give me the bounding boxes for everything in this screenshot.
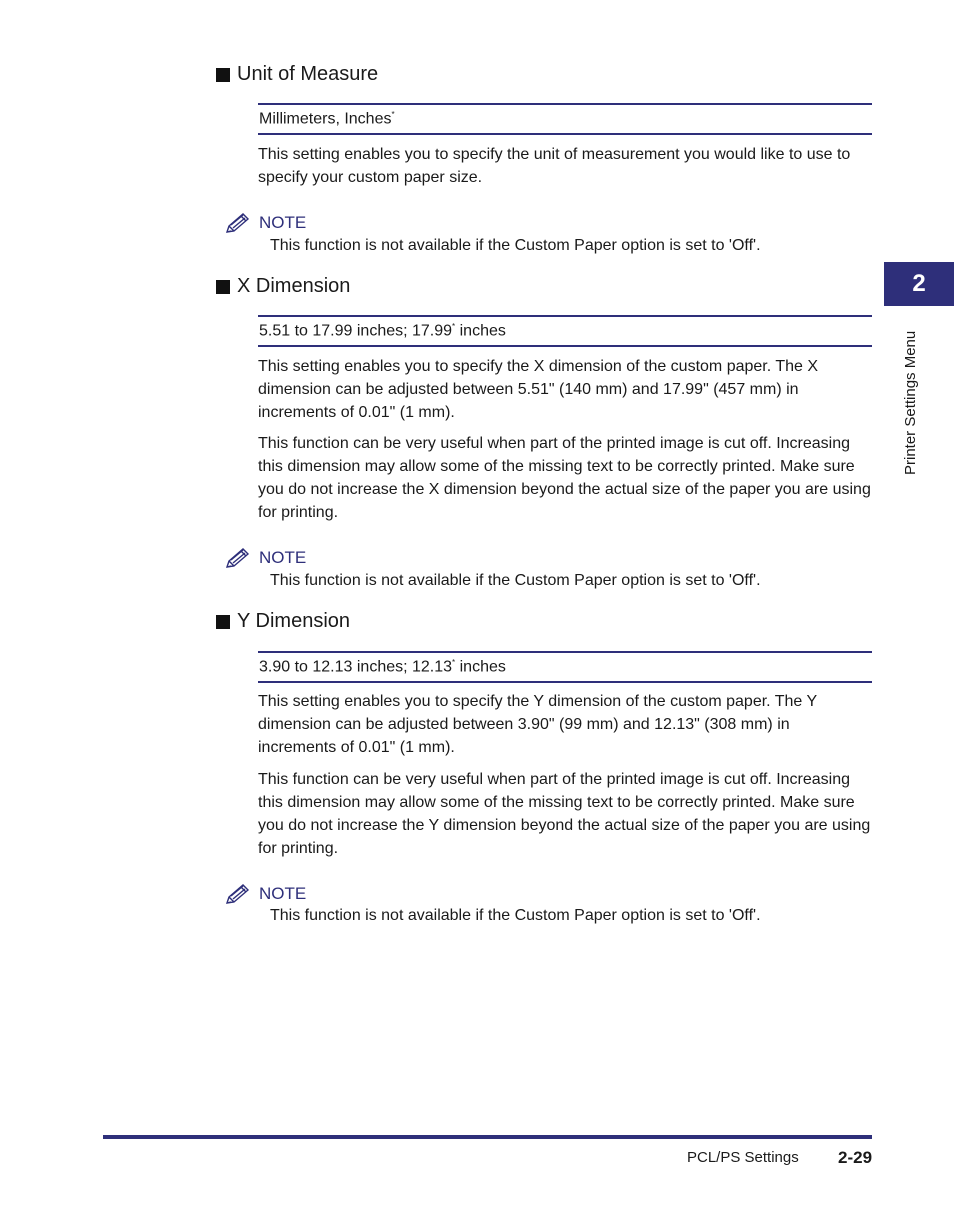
note-label: NOTE (259, 548, 307, 567)
heading-x-dimension (216, 275, 350, 298)
square-bullet-icon (216, 615, 230, 629)
pencil-note-icon (224, 882, 252, 906)
pencil-note-icon (224, 211, 252, 235)
page-number: 2-29 (838, 1148, 873, 1167)
footer-rule (103, 1135, 872, 1139)
footer-section-title: PCL/PS Settings (687, 1149, 799, 1166)
note-text-y: This function is not available if the Custom Paper option is set to 'Off'. (270, 907, 761, 924)
range-text: Millimeters, Inches (259, 110, 392, 128)
heading-y-dimension (216, 610, 350, 633)
chapter-number: 2 (912, 270, 926, 297)
asterisk-mark: * (452, 322, 456, 331)
paragraph-x-2: This function can be very useful when part of the printed image is cut off. Increasing this dimension may allow some of the missing text to be correctly printed. Make sure you do not increase the X dimension beyond the actual size of the paper you are using for printing. (258, 435, 871, 521)
paragraph-unit-1: This setting enables you to specify the unit of measurement you would like to use to specify your custom paper size. (258, 146, 851, 186)
note-header-unit (224, 211, 306, 235)
heading-unit-of-measure (216, 63, 378, 86)
note-label: NOTE (259, 213, 307, 232)
paragraph-y-1: This setting enables you to specify the Y dimension of the custom paper. The Y dimension can be adjusted between 3.90" (99 mm) and 12.13" (308 mm) in increments of 0.01" (1 mm). (258, 693, 817, 756)
note-label: NOTE (259, 884, 307, 903)
heading-text: Y Dimension (237, 610, 351, 632)
square-bullet-icon (216, 280, 230, 294)
asterisk-mark: * (452, 658, 456, 667)
note-text-x: This function is not available if the Custom Paper option is set to 'Off'. (270, 572, 761, 589)
heading-text: Unit of Measure (237, 63, 379, 85)
asterisk-mark: * (391, 110, 395, 119)
range-unit: inches (455, 658, 506, 676)
range-text: 5.51 to 17.99 inches; 17.99 (259, 322, 453, 340)
pencil-note-icon (224, 546, 252, 570)
range-text: 3.90 to 12.13 inches; 12.13 (259, 658, 453, 676)
paragraph-x-1: This setting enables you to specify the X dimension of the custom paper. The X dimension can be adjusted between 5.51" (140 mm) and 17.99" (457 mm) in increments of 0.01" (1 mm). (258, 358, 819, 421)
paragraph-y-2: This function can be very useful when part of the printed image is cut off. Increasing this dimension may allow some of the missing text to be correctly printed. Make sure you do not increase the Y dimension beyond the actual size of the paper you are using for printing. (258, 771, 871, 857)
range-y-dimension (258, 651, 872, 683)
range-unit: inches (455, 322, 506, 340)
square-bullet-icon (216, 68, 230, 82)
note-header-y (224, 882, 306, 906)
chapter-side-title: Printer Settings Menu (902, 330, 919, 475)
range-x-dimension (258, 315, 872, 347)
range-unit-of-measure (258, 103, 872, 135)
note-text-unit: This function is not available if the Custom Paper option is set to 'Off'. (270, 237, 761, 254)
chapter-tab (884, 262, 954, 306)
heading-text: X Dimension (237, 275, 351, 297)
note-header-x (224, 546, 306, 570)
